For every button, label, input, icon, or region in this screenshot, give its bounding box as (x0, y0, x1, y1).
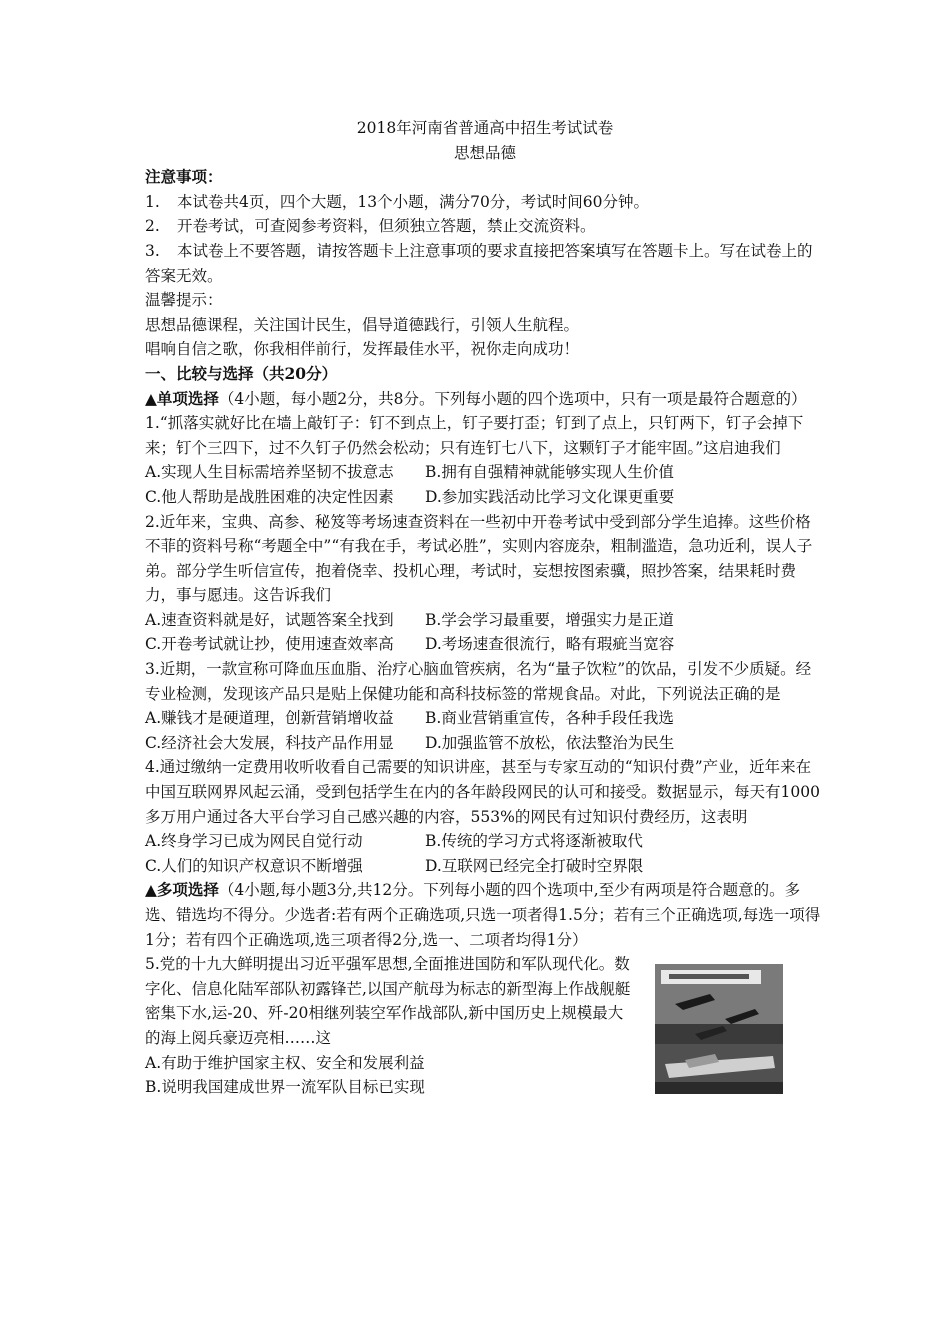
option-row (145, 706, 825, 731)
option: A.实现人生目标需培养坚韧不拔意志 (145, 463, 394, 482)
option: A.有助于维护国家主权、安全和发展利益 (145, 1053, 425, 1072)
option: B.学会学习最重要，增强实力是正道 (425, 610, 674, 629)
single-choice-instructions: ▲单项选择（4小题，每小题2分，共8分。下列每小题的四个选项中，只有一项是最符合题意的） (145, 388, 807, 408)
option: D.考场速查很流行，略有瑕疵当宽容 (425, 635, 675, 654)
option: B.拥有自强精神就能够实现人生价值 (425, 463, 674, 482)
option-row (145, 854, 825, 879)
exam-page (145, 116, 825, 1100)
option: C.经济社会大发展，科技产品作用显 (145, 733, 394, 752)
option-row (145, 632, 825, 657)
question-stem: 4.通过缴纳一定费用收听收看自己需要的知识讲座，甚至与专家互动的“知识付费”产业，近年来在中国互联网界风起云涌，受到包括学生在内的各年龄段网民的认可和接受。数据显示，每天有1000多万用户通过各大平台学习自己感兴趣的内容，553%的网民有过知识付费经历，这表明 (145, 758, 820, 826)
multi-choice-instructions: ▲多项选择（4小题,每小题3分,共12分。下列每小题的四个选项中,至少有两项是符合题意的。多选、错选均不得分。少选者:若有两个正确选项,只选一项者得1.5分；若有三个正确选项,每选一项得1分；若有四个正确选项,选三项者得2分,选一、二项者均得1分） (145, 880, 821, 949)
option: C.开卷考试就让抄，使用速查效率高 (145, 635, 394, 654)
option: C.他人帮助是战胜困难的决定性因素 (145, 487, 394, 506)
question-stem: 3.近期，一款宣称可降血压血脂、治疗心脑血管疾病，名为“量子饮粒”的饮品，引发不少质疑。经专业检测，发现该产品只是贴上保健功能和高科技标签的常规食品。对此，下列说法正确的是 (145, 660, 812, 703)
tips-line: 唱响自信之歌，你我相伴前行，发挥最佳水平，祝你走向成功！ (145, 340, 580, 359)
notice-item: 2. 开卷考试，可查阅参考资料，但须独立答题，禁止交流资料。 (145, 217, 596, 236)
option: D.加强监管不放松，依法整治为民生 (425, 733, 675, 752)
option-row (145, 829, 825, 854)
military-photo (655, 964, 783, 1094)
military-photo-image (655, 964, 783, 1094)
option-row (145, 485, 825, 510)
question-stem: 1.“抓落实就好比在墙上敲钉子：钉不到点上，钉子要打歪；钉到了点上，只钉两下，钉子会掉下来；钉个三四下，过不久钉子仍然会松动；只有连钉七八下，这颗钉子才能牢固。”这启迪我们 (145, 414, 804, 457)
question-stem: 2.近年来，宝典、高参、秘笈等考场速查资料在一些初中开卷考试中受到部分学生追捧。这些价格不菲的资料号称“考题全中”“有我在手，考试必胜”，实则内容庞杂，粗制滥造，急功近利，误人子弟。部分学生听信宣传，抱着侥幸、投机心理，考试时，妄想按图索骥，照抄答案，结果耗时费力，事与愿违。这告诉我们 (145, 512, 813, 605)
tips-line: 思想品德课程，关注国计民生，倡导道德践行，引领人生航程。 (145, 315, 580, 334)
notice-item: 3. 本试卷上不要答题，请按答题卡上注意事项的要求直接把答案填写在答题卡上。写在试卷上的答案无效。 (145, 241, 813, 285)
option-row (145, 731, 825, 756)
section-title: 一、比较与选择（共20分） (145, 363, 338, 383)
exam-subject: 思想品德 (453, 143, 516, 162)
question-5 (145, 952, 825, 1100)
option: B.传统的学习方式将逐渐被取代 (425, 832, 643, 851)
option: D.互联网已经完全打破时空界限 (425, 856, 644, 875)
option-row (145, 608, 825, 633)
option: B.商业营销重宣传，各种手段任我选 (425, 709, 674, 728)
option: A.速查资料就是好，试题答案全找到 (145, 610, 394, 629)
option: A.终身学习已成为网民自觉行动 (145, 832, 363, 851)
notice-item: 1. 本试卷共4页，四个大题，13个小题，满分70分，考试时间60分钟。 (145, 192, 650, 211)
option: D.参加实践活动比学习文化课更重要 (425, 487, 675, 506)
tips-heading: 温馨提示： (145, 291, 223, 310)
question-stem: 5.党的十九大鲜明提出习近平强军思想,全面推进国防和军队现代化。数字化、信息化陆军部队初露锋芒,以国产航母为标志的新型海上作战舰艇密集下水,运-20、歼-20相继列装空军作战部队,新中国历史上规模最大的海上阅兵豪迈亮相……这 (145, 955, 631, 1047)
option: B.说明我国建成世界一流军队目标已实现 (145, 1078, 425, 1097)
notice-heading: 注意事项： (145, 167, 223, 187)
option: C.人们的知识产权意识不断增强 (145, 856, 363, 875)
exam-title: 2018年河南省普通高中招生考试试卷 (356, 119, 614, 137)
option-row (145, 460, 825, 485)
option: A.赚钱才是硬道理，创新营销增收益 (145, 709, 394, 728)
